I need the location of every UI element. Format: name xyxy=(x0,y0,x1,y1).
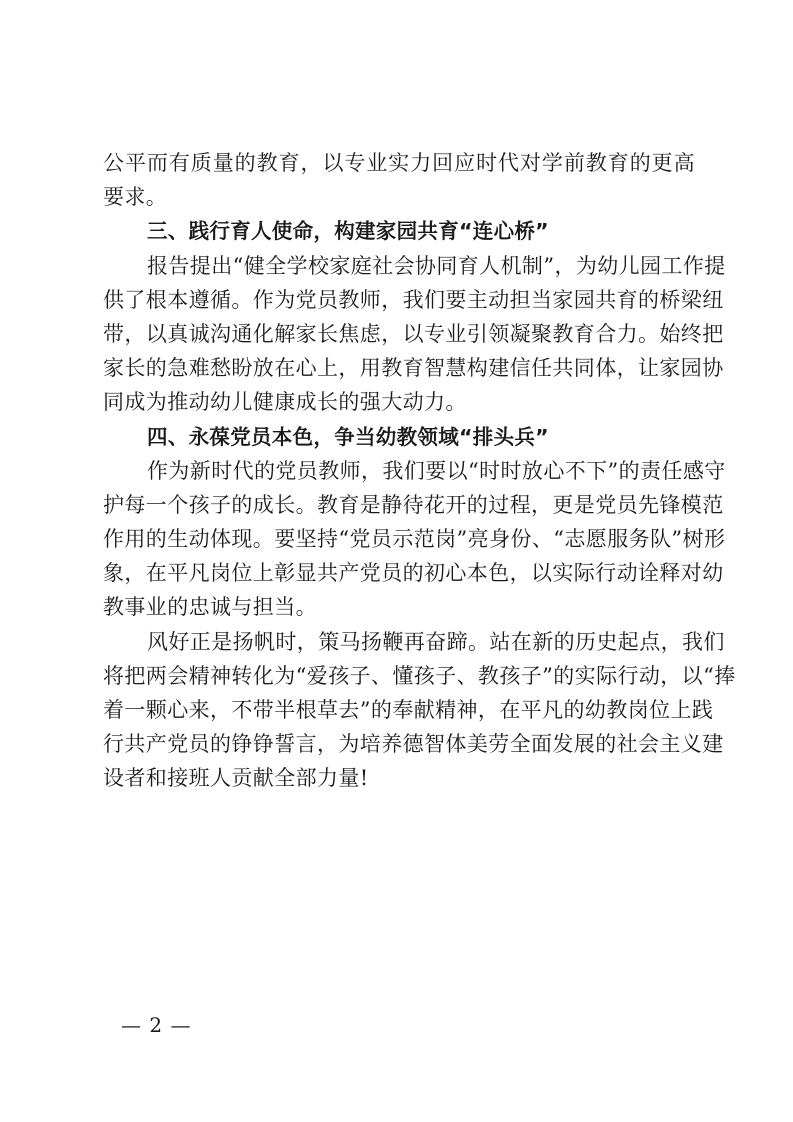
paragraph-line: 行共产党员的铮铮誓言，为培养德智体美劳全面发展的社会主义建 xyxy=(103,732,724,757)
paragraph-line: 象，在平凡岗位上彰显共产党员的初心本色，以实际行动诠释对幼 xyxy=(103,561,724,586)
paragraph-line: 供了根本遵循。作为党员教师，我们要主动担当家园共育的桥梁纽 xyxy=(103,287,724,312)
paragraph-line: 作用的生动体现。要坚持“党员示范岗”亮身份、“志愿服务队”树形 xyxy=(103,527,726,552)
paragraph-line: 家长的急难愁盼放在心上，用教育智慧构建信任共同体，让家园协 xyxy=(103,356,724,381)
page-number: — 2 — xyxy=(121,1013,192,1037)
paragraph-line: 护每一个孩子的成长。教育是静待花开的过程，更是党员先锋模范 xyxy=(103,492,724,517)
paragraph-line: 风好正是扬帆时，策马扬鞭再奋蹄。站在新的历史起点，我们 xyxy=(147,629,725,654)
section-heading-3: 三、践行育人使命，构建家园共育“连心桥” xyxy=(147,219,549,244)
section-heading-4: 四、永葆党员本色，争当幼教领域“排头兵” xyxy=(147,424,549,449)
paragraph-line: 公平而有质量的教育，以专业实力回应时代对学前教育的更高 xyxy=(103,151,695,175)
paragraph-line: 设者和接班人贡献全部力量! xyxy=(103,766,369,791)
paragraph-line: 教事业的忠诚与担当。 xyxy=(103,595,317,620)
paragraph-line: 着一颗心来，不带半根草去”的奉献精神，在平凡的幼教岗位上践 xyxy=(103,698,714,722)
paragraph-line: 将把两会精神转化为“爱孩子、懂孩子、教孩子”的实际行动，以“捧 xyxy=(103,663,736,688)
paragraph-line: 带，以真诚沟通化解家长焦虑，以专业引领凝聚教育合力。始终把 xyxy=(103,321,724,346)
document-body xyxy=(103,146,736,796)
paragraph-line: 同成为推动幼儿健康成长的强大动力。 xyxy=(103,390,467,415)
paragraph-line: 作为新时代的党员教师，我们要以“时时放心不下”的责任感守 xyxy=(147,458,726,483)
paragraph-line: 报告提出“健全学校家庭社会协同育人机制”，为幼儿园工作提 xyxy=(147,253,726,278)
paragraph-line: 要求。 xyxy=(103,185,168,210)
